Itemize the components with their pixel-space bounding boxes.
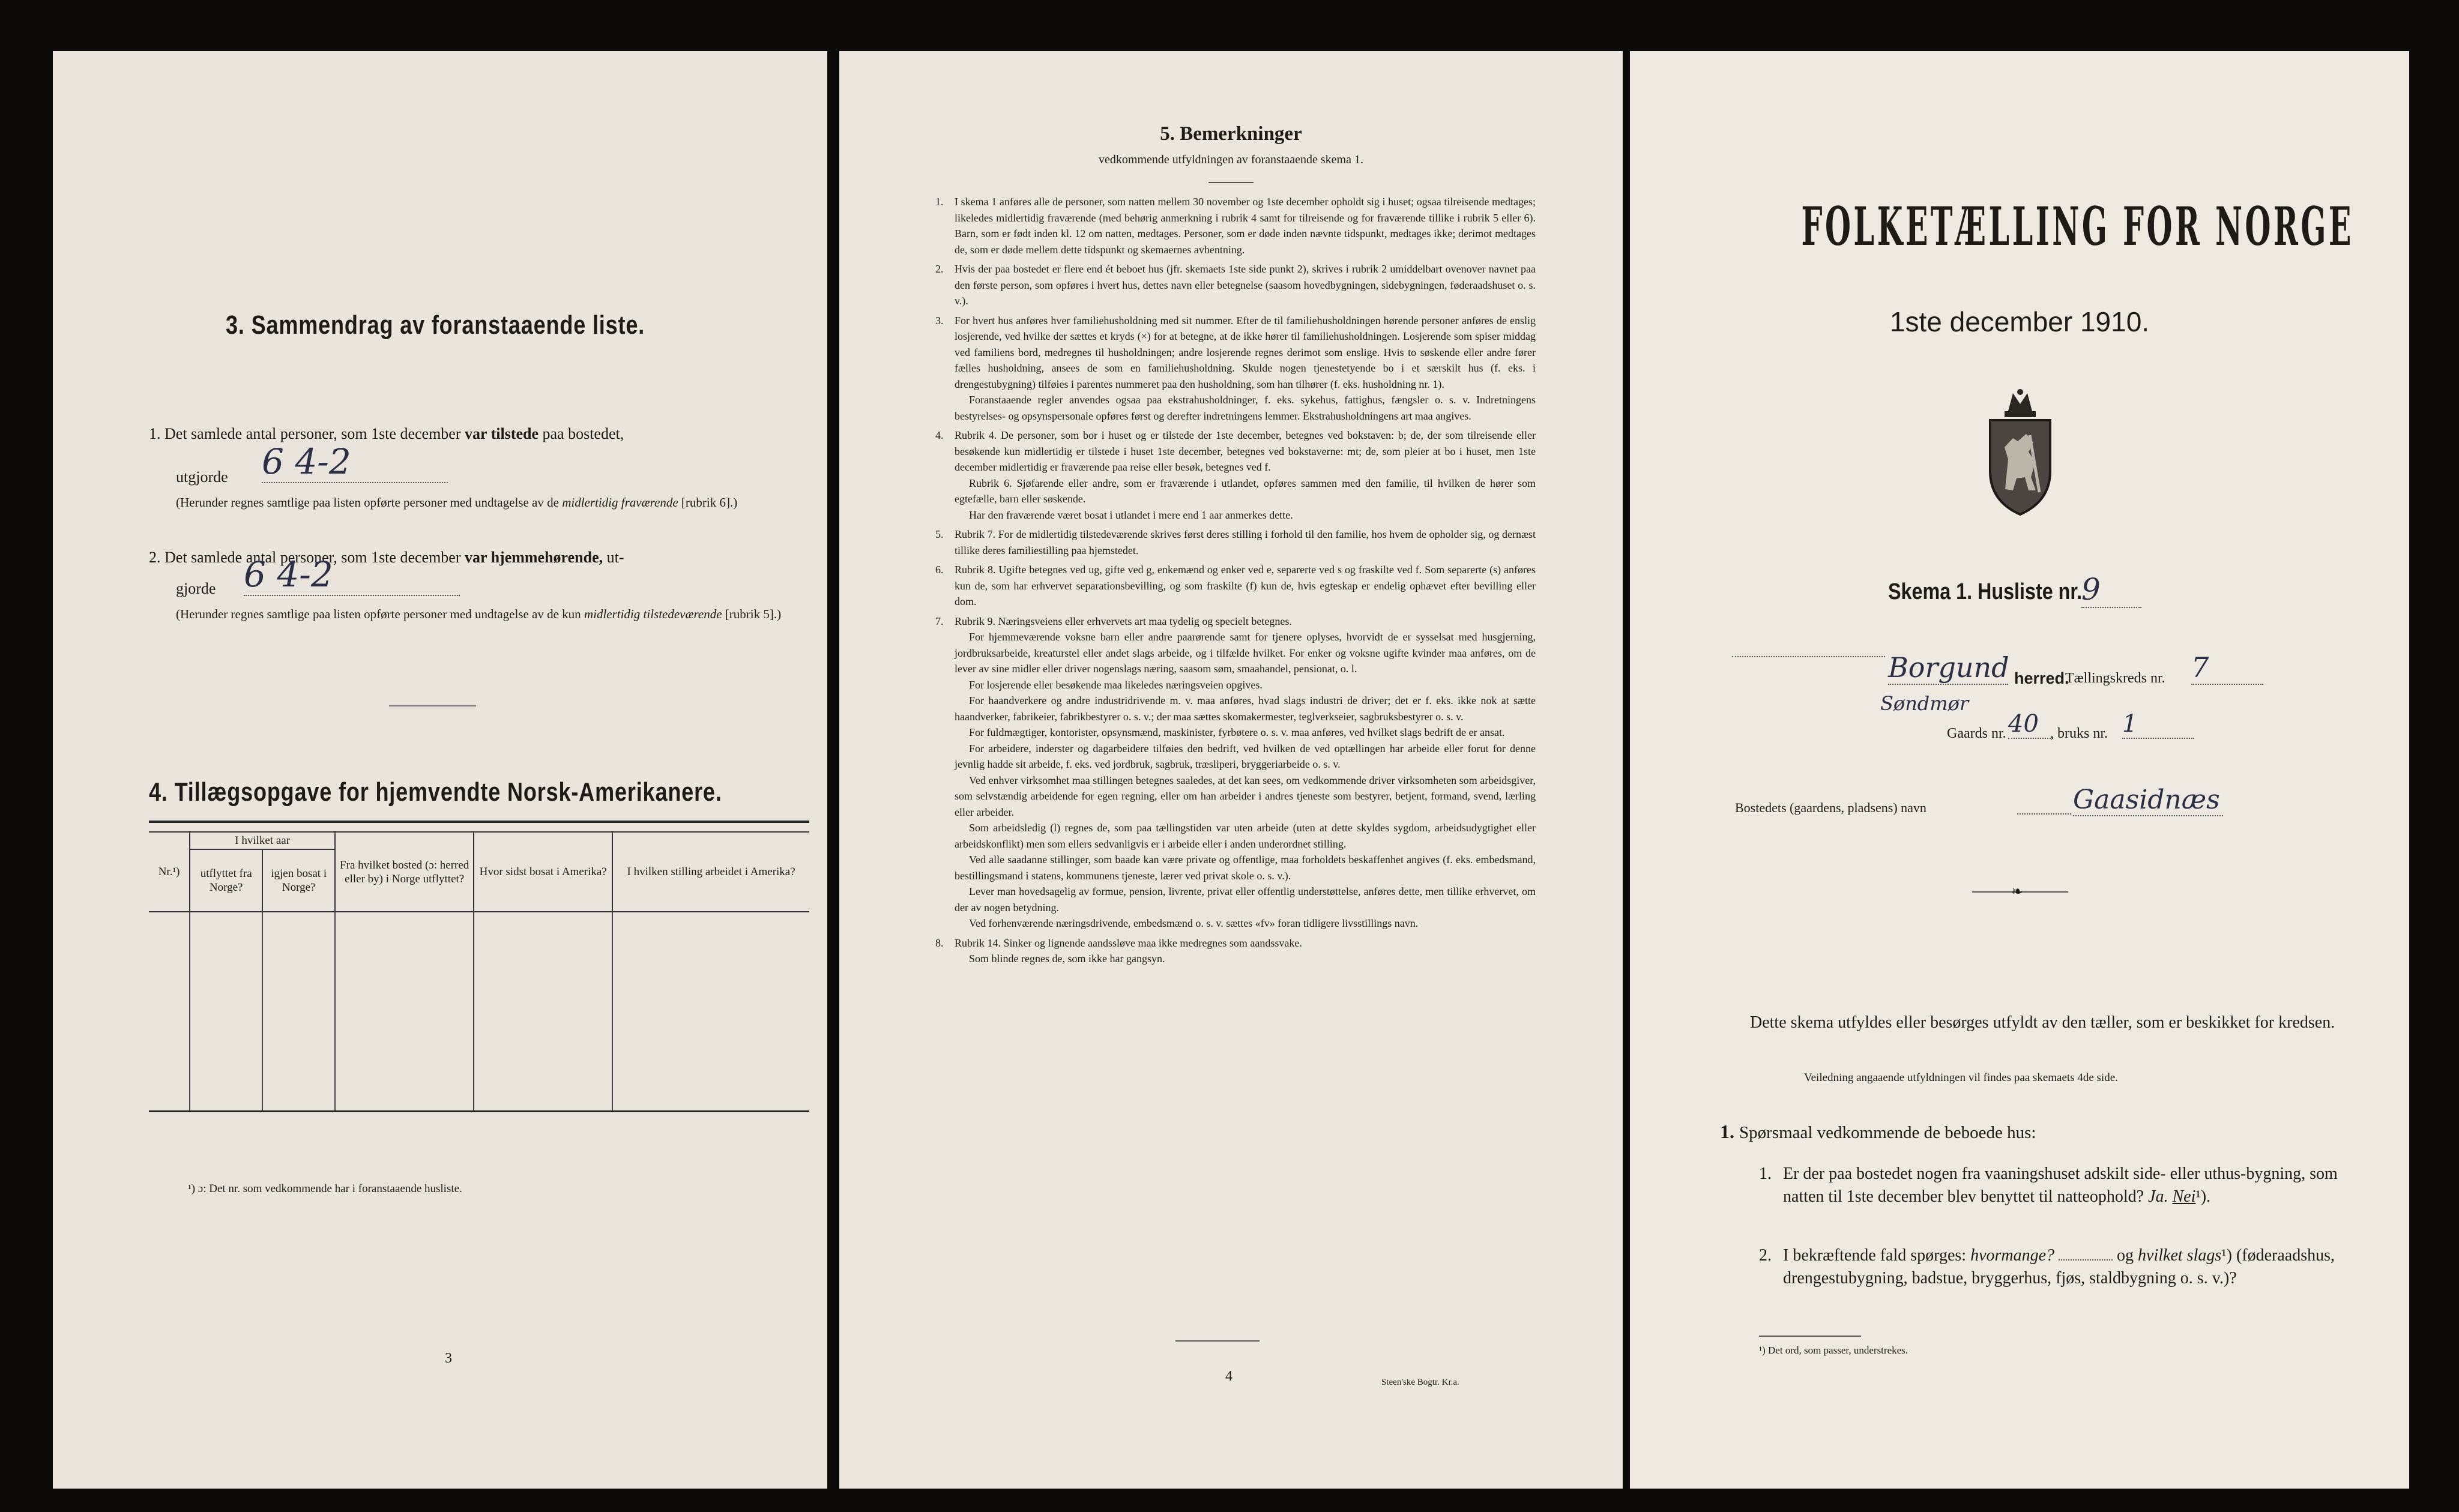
table-cell [262, 912, 335, 952]
herred-label: herred. [2014, 669, 2069, 687]
bemerkning-paragraph: For hjemmeværende voksne barn eller andre paarørende samt for tjenere oplyses, hvorvidt de er sysselsat med husgjerning, jordbruksarbeide, kreaturstel eller andet slags arbeide, og i tilfælde hvilket. For enker og voksne ugifte kvinder maa anføres, om de lever av sine midler eller driver nogenslags næring, saasom søm, smaahandel, pensionat, o. l. [955, 631, 1536, 675]
bemerkning-paragraph: I skema 1 anføres alle de personer, som natten mellem 30 november og 1ste december opholdt sig i huset; ogsaa tilreisende medtages; likeledes midlertidig fraværende (med behørig anmerkning i rubrik 4 samt for tilreisende og for fraværende tillike i rubrik 5 eller 6). Barn, som er født inden kl. 12 om natten, medtages. Personer, som er døde inden nævnte tidspunkt, medtages ikke; derimot medtages de, som er døde mellem dette tidspunkt og skemaernes avhentning. [955, 196, 1536, 256]
bemerkning-item [935, 562, 1536, 610]
bemerkning-text [955, 313, 1536, 424]
divider [1208, 182, 1254, 183]
divider [389, 705, 476, 706]
table-cell [262, 952, 335, 992]
bemerkning-item [935, 261, 1536, 309]
bemerkning-paragraph: For arbeidere, inderster og dagarbeidere tilføies den bedrift, ved hvilken de ved optællingen har arbeide eller forut for denne jevnlig hadde sit arbeide, f. eks. ved jordbruk, sagbruk, træsliperi, bryggeriarbeide o. s. v. [955, 742, 1536, 770]
ornament-icon: ❧ [2011, 884, 2024, 900]
questions-heading: 1. Spørsmaal vedkommende de beboede hus: [1720, 1121, 2036, 1142]
table-cell [335, 992, 474, 1031]
husliste-nr-value: 9 [2081, 572, 2141, 608]
table-cell [190, 912, 262, 952]
bemerkning-item [935, 313, 1536, 424]
col-hvor-header: Hvor sidst bosat i Amerika? [474, 832, 612, 912]
bemerkning-number: 4. [935, 429, 944, 441]
bemerkning-paragraph: For losjerende eller besøkende maa likeledes næringsveien opgives. [969, 678, 1263, 691]
bemerkning-paragraph: Rubrik 9. Næringsveiens eller erhvervets art maa tydelig og specielt betegnes. [955, 615, 1292, 627]
bemerkning-paragraph: Rubrik 4. De personer, som bor i huset og er tilstede der 1ste december, betegnes ved bokstaven: b; de, der som tilreisende eller besøkende kun midlertidig er tilstede i huset 1ste december, betegnes ved bokstaverne: mt; de, som pleier at bo i huset, men 1ste december midlertidig er fraværende paa reise eller besøk, betegnes ved f. [955, 429, 1536, 473]
bemerkning-item [935, 935, 1536, 967]
printer-credit: Steen'ske Bogtr. Kr.a. [1381, 1378, 1459, 1387]
table-footnote: ¹) ɔ: Det nr. som vedkommende har i foranstaaende husliste. [188, 1182, 462, 1195]
table-cell [335, 1031, 474, 1071]
bemerkning-text [955, 526, 1536, 558]
bruk-label: , bruks nr. [2050, 726, 2108, 741]
herred-value: Borgund [1888, 651, 2009, 684]
question-1: 1. Det samlede antal personer, som 1ste december var tilstede paa bostedet, [149, 425, 624, 442]
q1-handwritten-value: 6 4-2 [262, 441, 448, 483]
bemerkning-paragraph: Lever man hovedsagelig av formue, pension, livrente, privat eller offentlig understøttelse, anføres dette, men tillike erhvervet, om der av nogen betydning. [955, 885, 1536, 914]
col-igjen-header: igjen bosat i Norge? [262, 849, 335, 912]
table-cell [149, 952, 190, 992]
table-cell [262, 1071, 335, 1112]
bemerkning-item [935, 526, 1536, 558]
house-question-2-number: 2. [1759, 1246, 1772, 1265]
bemerkning-paragraph: Har den fraværende været bosat i utlandet i mere end 1 aar anmerkes dette. [969, 508, 1293, 521]
section-4-title: 4. Tillægsopgave for hjemvendte Norsk-Amerikanere. [149, 777, 722, 807]
bemerkning-number: 5. [935, 528, 944, 540]
skema-label: Skema 1. Husliste nr. [1888, 579, 2083, 604]
bemerkninger-title: 5. Bemerkninger [1160, 123, 1302, 145]
page1-footnote: ¹) Det ord, som passer, understrekes. [1759, 1345, 1908, 1356]
kreds-value: 7 [2191, 651, 2263, 685]
kreds-label: Tællingskreds nr. [2065, 670, 2165, 686]
bemerkning-number: 1. [935, 196, 944, 208]
sub-district-value: Søndmør [1880, 692, 1969, 715]
table-cell [474, 1071, 612, 1112]
bemerkning-paragraph: Rubrik 6. Sjøfarende eller andre, som er fraværende i utlandet, opføres sammen med den familie, til hvilken de hører som egtefælle, barn eller søskende. [955, 477, 1536, 505]
bemerkning-paragraph: Rubrik 14. Sinker og lignende aandssløve maa ikke medregnes som aandssvake. [955, 936, 1302, 949]
page-4 [839, 51, 1623, 1489]
bemerkning-paragraph: Ved enhver virksomhet maa stillingen betegnes saaledes, at det kan sees, om vedkommende driver virksomheten som arbeidsgiver, som selvstændig arbeidende for egen regning, eller om han arbeider i andres tjeneste som bestyrer, betjent, formand, svend, lærling eller arbeider. [955, 774, 1536, 818]
table-cell [190, 952, 262, 992]
table-cell [612, 1031, 809, 1071]
bemerkninger-list [935, 194, 1536, 971]
col-nr-header: Nr.¹) [149, 832, 190, 912]
bemerkning-paragraph: Foranstaaende regler anvendes ogsaa paa ekstrahusholdninger, f. eks. sykehus, fattighus, fængsler o. s. v. Indretningens bestyrelses- og opsynspersonale opføres først og derefter indretningens lemmer. Ekstrahusholdningens art maa angives. [955, 394, 1536, 422]
page-1 [1630, 51, 2409, 1489]
bemerkning-text [955, 261, 1536, 309]
bemerkning-paragraph: Som arbeidsledig (l) regnes de, som paa tællingstiden var uten arbeide (uten at dette skyldes sygdom, arbeidsudygtighet eller arbeidskonflikt) men som ellers sedvanligvis er i arbeide eller i anden underordnet stilling. [955, 822, 1536, 850]
table-cell [149, 1071, 190, 1112]
bemerkninger-subtitle: vedkommende utfyldningen av foranstaaende skema 1. [1099, 153, 1363, 166]
page-number: 4 [1225, 1369, 1233, 1384]
bemerkning-text [955, 613, 1536, 932]
dotted-line [2017, 813, 2071, 815]
house-question-1: Er der paa bostedet nogen fra vaaningshuset adskilt side- eller uthus-bygning, som natten til 1ste december blev benyttet til natteophold? Ja. Nei¹). [1783, 1164, 2338, 1206]
bemerkning-paragraph: Rubrik 8. Ugifte betegnes ved ug, gifte ved g, enkemænd og enker ved e, separerte ved s og fraskilte ved f. Som separerte (s) anføres kun de, som har erhvervet separationsbevilling, og som fraskilte (f) kun de, hvis egteskap er endelig ophævet efter bevilling eller dom. [955, 564, 1536, 607]
table-cell [190, 1071, 262, 1112]
table-cell [612, 952, 809, 992]
q2-handwritten-value: 6 4-2 [244, 554, 460, 596]
house-question-1-number: 1. [1759, 1164, 1772, 1183]
bemerkning-number: 3. [935, 314, 944, 327]
bemerkning-item [935, 194, 1536, 258]
table-cell [335, 1071, 474, 1112]
table-top-rule [149, 821, 809, 823]
q2-note: (Herunder regnes samtlige paa listen opførte personer med undtagelse av de kun midlertidig tilstedeværende [rubrik 5].) [176, 607, 782, 621]
bemerkning-text [955, 194, 1536, 258]
bemerkning-paragraph: For fuldmægtiger, kontorister, opsynsmænd, maskinister, fyrbøtere o. s. v. maa anføres, ved hvilket slags bedrift de er ansat. [969, 726, 1505, 738]
gaard-value: 40 [2008, 710, 2053, 739]
table-cell [262, 992, 335, 1031]
bemerkning-paragraph: For haandverkere og andre industridrivende m. v. maa anføres, hvad slags industri de driver; det er f. eks. ikke nok at sætte haandverker, fabrikeier, fabrikbestyrer o. s. v.; der maa sættes skomakermester, teglverkseier, sagbruksbestyrer o. s. v. [955, 694, 1536, 723]
col-fra-header: Fra hvilket bosted (ɔ: herred eller by) i Norge utflyttet? [335, 832, 474, 912]
dotted-line [1732, 656, 1885, 657]
house-question-2: I bekræftende fald spørges: hvormange? og hvilket slags¹) (føderaadshus, drengestubygning, badstue, bryggerhus, fjøs, staldbygning o. s. v.)? [1783, 1246, 2335, 1288]
table-cell [262, 1031, 335, 1071]
main-title: FOLKETÆLLING FOR NORGE [1801, 195, 2354, 258]
table-cell [612, 992, 809, 1031]
bosted-value: Gaasidnæs [2073, 785, 2223, 816]
page-3 [53, 51, 827, 1489]
census-date: 1ste december 1910. [1889, 306, 2150, 337]
norsk-amerikanere-table [149, 831, 809, 1112]
bruk-value: 1 [2122, 710, 2194, 739]
bemerkning-paragraph: Hvis der paa bostedet er flere end ét beboet hus (jfr. skemaets 1ste side punkt 2), skrives i rubrik 2 umiddelbart ovenover navnet paa den første person, som opføres i hvert hus, dettes navn eller betegnelse (saasom hovedbygningen, sidebygningen, føderaadshuset o. s. v.). [955, 263, 1536, 307]
col-stilling-header: I hvilken stilling arbeidet i Amerika? [612, 832, 809, 912]
table-cell [149, 992, 190, 1031]
table-cell [149, 1031, 190, 1071]
bemerkning-item [935, 613, 1536, 932]
table-cell [474, 992, 612, 1031]
coat-of-arms-emblem [1978, 387, 2062, 519]
divider [1759, 1336, 1861, 1337]
table-cell [474, 952, 612, 992]
bemerkning-number: 6. [935, 564, 944, 576]
bemerkning-paragraph: Ved alle saadanne stillinger, som baade kan være private og offentlige, maa forholdets beskaffenhet angives (f. eks. embedsmand, bestillingsmand i statens, kommunens tjeneste, lærer ved privat skole o. s. v.). [955, 854, 1536, 882]
instruction-note: Veiledning angaaende utfyldningen vil findes paa skemaets 4de side. [1804, 1071, 2118, 1084]
gaard-label: Gaards nr. [1947, 726, 2006, 741]
instruction-text: Dette skema utfyldes eller besørges utfyldt av den tæller, som er beskikket for kredsen. [1750, 1013, 2335, 1032]
q2-utgjorde-label: gjorde [176, 580, 216, 597]
question-2: 2. Det samlede antal personer, som 1ste december var hjemmehørende, ut- [149, 549, 624, 566]
table-cell [474, 1031, 612, 1071]
table-cell [190, 1031, 262, 1071]
table-cell [474, 912, 612, 952]
table-cell [149, 912, 190, 952]
table-cell [612, 912, 809, 952]
q1-note: (Herunder regnes samtlige paa listen opførte personer med undtagelse av de midlertidig fraværende [rubrik 6].) [176, 495, 738, 510]
bemerkning-text [955, 562, 1536, 610]
bemerkning-paragraph: Som blinde regnes de, som ikke har gangsyn. [969, 953, 1165, 965]
divider [1175, 1340, 1260, 1342]
bemerkning-number: 7. [935, 615, 944, 627]
bemerkning-item [935, 427, 1536, 523]
bemerkning-paragraph: Ved forhenværende næringsdrivende, embedsmænd o. s. v. sættes «fv» foran tidligere livsstillings navn. [969, 917, 1419, 929]
bemerkning-text [955, 935, 1536, 967]
page-number: 3 [445, 1351, 452, 1366]
q1-utgjorde-label: utgjorde [176, 468, 228, 486]
bemerkning-paragraph: Rubrik 7. For de midlertidig tilstedeværende skrives først deres stilling i forhold til den familie, hos hvem de opholder sig, og dernæst tillike deres familiestilling paa hjemstedet. [955, 528, 1536, 556]
table-cell [335, 912, 474, 952]
table-cell [612, 1071, 809, 1112]
table-cell [190, 992, 262, 1031]
col-utflyttet-header: utflyttet fra Norge? [190, 849, 262, 912]
bemerkning-number: 2. [935, 263, 944, 275]
bemerkning-text [955, 427, 1536, 523]
table-cell [335, 952, 474, 992]
bemerkning-paragraph: For hvert hus anføres hver familiehusholdning med sit nummer. Efter de til familiehusholdningen hørende personer anføres de enslig losjerende, ved hvilke der sættes et kryds (×) for at betegne, at de ikke hører til familiehusholdningen. Losjerende som spiser middag ved familiens bord, medregnes til husholdningen; andre losjerende regnes derimot som enslige. Hvis to søskende eller andre fører fælles husholdning, ansees de som en familiehusholdning. Skulde nogen tjenestetyende bo i et særskilt hus (f. eks. i drengestubygning) tilføies i parentes nummeret paa den husholdning, som han tilhører (f. eks. husholdning nr. 1). [955, 314, 1536, 390]
section-3-title: 3. Sammendrag av foranstaaende liste. [226, 310, 645, 340]
bemerkning-number: 8. [935, 936, 944, 949]
dotted-line [2059, 1259, 2113, 1261]
bosted-label: Bostedets (gaardens, pladsens) navn [1735, 800, 1926, 815]
group-header: I hvilket aar [190, 832, 335, 849]
